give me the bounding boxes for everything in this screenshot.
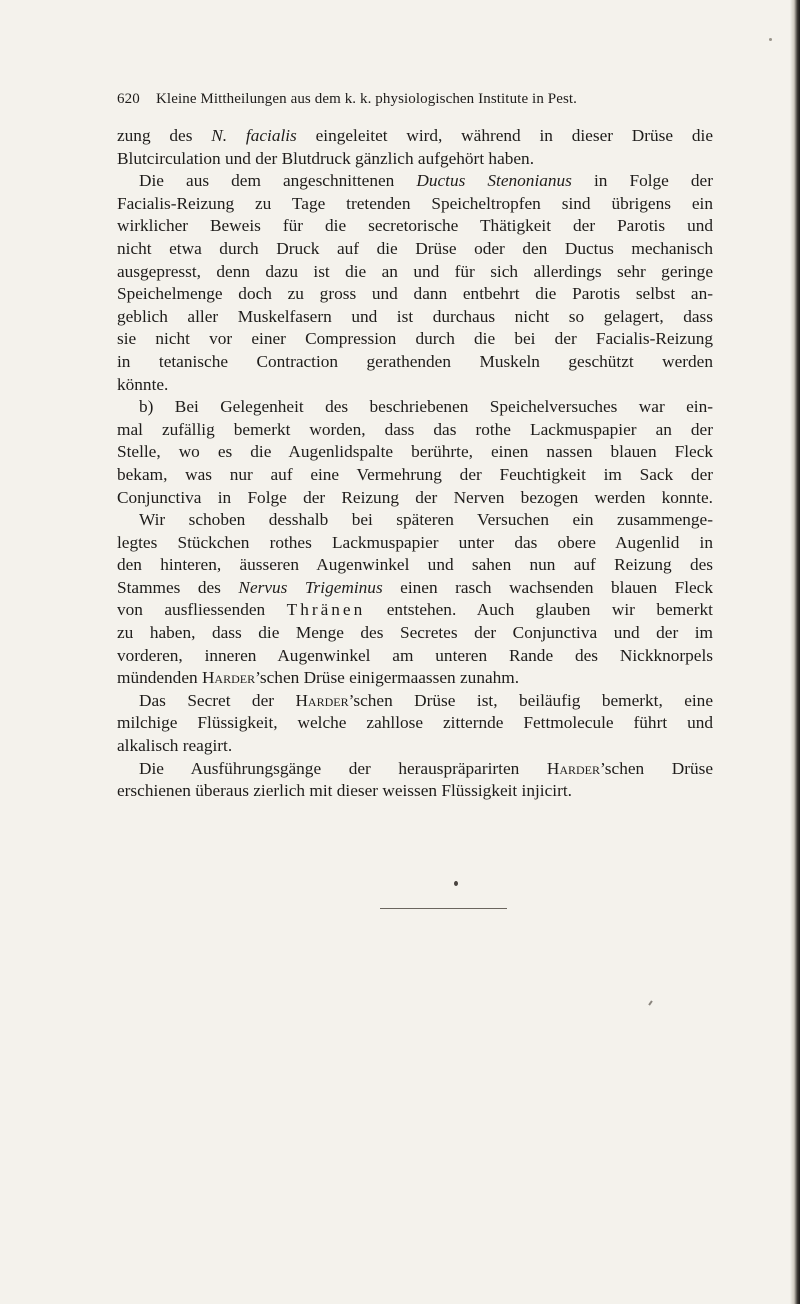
text-line — [117, 261, 713, 284]
text-run: mündenden — [117, 668, 202, 688]
text-run: könnte. — [117, 374, 169, 394]
text-run: ’schen Drüse ist, beiläufig bemerkt, eine — [348, 690, 713, 710]
italic-term: Ductus Stenonianus — [416, 171, 572, 191]
small-caps-name: Harder — [201, 668, 256, 688]
text-run: wirklicher Beweis für die secretorische Thätigkeit der Parotis und — [117, 216, 713, 236]
text-run: alkalisch reagirt. — [117, 736, 233, 756]
text-run: b) Bei Gelegenheit des beschriebenen Speichelversuches war ein- — [139, 397, 713, 417]
text-line — [117, 487, 713, 510]
ink-mark — [454, 881, 458, 886]
text-run: in tetanische Contraction gerathenden Muskeln geschützt werden — [117, 351, 713, 371]
text-run: in Folge der — [571, 171, 713, 191]
page-header — [117, 91, 713, 117]
text-run: Die Ausführungsgänge der herauspräparirten — [139, 758, 547, 778]
text-line — [117, 170, 713, 193]
text-line — [117, 622, 713, 645]
text-line — [117, 690, 713, 713]
text-run: mal zufällig bemerkt worden, dass das rothe Lackmuspapier an der — [117, 419, 713, 439]
text-line — [117, 148, 713, 171]
text-line — [117, 577, 713, 600]
text-run: ’schen Drüse — [600, 758, 713, 778]
text-run: vorderen, inneren Augenwinkel am unteren Rande des Nickknorpels — [117, 645, 713, 665]
text-line — [117, 780, 713, 803]
section-rule — [380, 908, 507, 909]
scan-speck — [769, 38, 772, 41]
text-run: bekam, was nur auf eine Vermehrung der Feuchtigkeit im Sack der — [117, 464, 713, 484]
page-edge-shadow — [790, 0, 800, 1304]
text-line — [117, 667, 713, 690]
text-line — [117, 464, 713, 487]
text-run: Facialis-Reizung zu Tage tretenden Speicheltropfen sind übrigens ein — [117, 193, 713, 213]
text-run: sie nicht vor einer Compression durch die bei der Facialis-Reizung — [117, 329, 713, 349]
text-line — [117, 215, 713, 238]
text-line — [117, 351, 713, 374]
text-run: ’schen Drüse einigermaassen zunahm. — [255, 668, 520, 688]
text-line — [117, 374, 713, 397]
text-run: zu haben, dass die Menge des Secretes der Conjunctiva und der im — [117, 623, 713, 643]
text-line — [117, 441, 713, 464]
italic-term: Nervus Trigeminus — [238, 577, 383, 597]
text-run: Wir schoben desshalb bei späteren Versuchen ein zusammenge- — [139, 510, 713, 530]
text-line — [117, 306, 713, 329]
text-line — [117, 328, 713, 351]
text-run: erschienen überaus zierlich mit dieser weissen Flüssigkeit injicirt. — [117, 781, 572, 801]
text-line — [117, 396, 713, 419]
text-run: zung des — [117, 126, 212, 145]
text-line — [117, 712, 713, 735]
text-line — [117, 283, 713, 306]
text-run: von ausfliessenden — [117, 600, 287, 620]
spaced-emphasis: Thränen — [286, 600, 366, 620]
text-run: legtes Stückchen rothes Lackmuspapier unter das obere Augenlid in — [117, 532, 713, 552]
text-line — [117, 509, 713, 532]
ink-speck — [648, 1000, 653, 1005]
small-caps-name: Harder — [546, 758, 600, 778]
running-title: Kleine Mittheilungen aus dem k. k. physiologischen Institute in Pest. — [156, 91, 578, 107]
text-run: milchige Flüssigkeit, welche zahllose zitternde Fettmolecule führt und — [117, 713, 713, 733]
text-run: Speichelmenge doch zu gross und dann entbehrt die Parotis selbst an- — [117, 284, 713, 304]
text-run: geblich aller Muskelfasern und ist durchaus nicht so gelagert, dass — [117, 306, 713, 326]
text-run: entstehen. Auch glauben wir bemerkt — [365, 600, 713, 620]
text-line — [117, 554, 713, 577]
text-run: Blutcirculation und der Blutdruck gänzlich aufgehört haben. — [117, 148, 535, 168]
text-line — [117, 758, 713, 781]
text-run: Das Secret der — [139, 690, 296, 710]
text-run: Stelle, wo es die Augenlidspalte berührte, einen nassen blauen Fleck — [117, 442, 713, 462]
text-run: den hinteren, äusseren Augenwinkel und sahen nun auf Reizung des — [117, 555, 713, 575]
text-run: Stammes des — [117, 577, 239, 597]
text-line — [117, 419, 713, 442]
text-run: eingeleitet wird, während in dieser Drüse die — [296, 126, 713, 145]
italic-term: N. facialis — [211, 126, 297, 145]
text-run: einen rasch wachsenden blauen Fleck — [382, 577, 713, 597]
text-run: Die aus dem angeschnittenen — [139, 171, 417, 191]
text-line — [117, 193, 713, 216]
text-line — [117, 238, 713, 261]
small-caps-name: Harder — [295, 690, 349, 710]
text-run: Conjunctiva in Folge der Reizung der Nerven bezogen werden konnte. — [117, 487, 713, 507]
text-line — [117, 125, 713, 148]
text-run: nicht etwa durch Druck auf die Drüse oder den Ductus mechanisch — [117, 238, 713, 258]
text-line — [117, 532, 713, 555]
text-line — [117, 735, 713, 758]
text-line — [117, 599, 713, 622]
body-text — [117, 125, 713, 803]
text-line — [117, 645, 713, 668]
text-run: ausgepresst, denn dazu ist die an und für sich allerdings sehr geringe — [117, 261, 713, 281]
page-number: 620 — [117, 91, 140, 107]
